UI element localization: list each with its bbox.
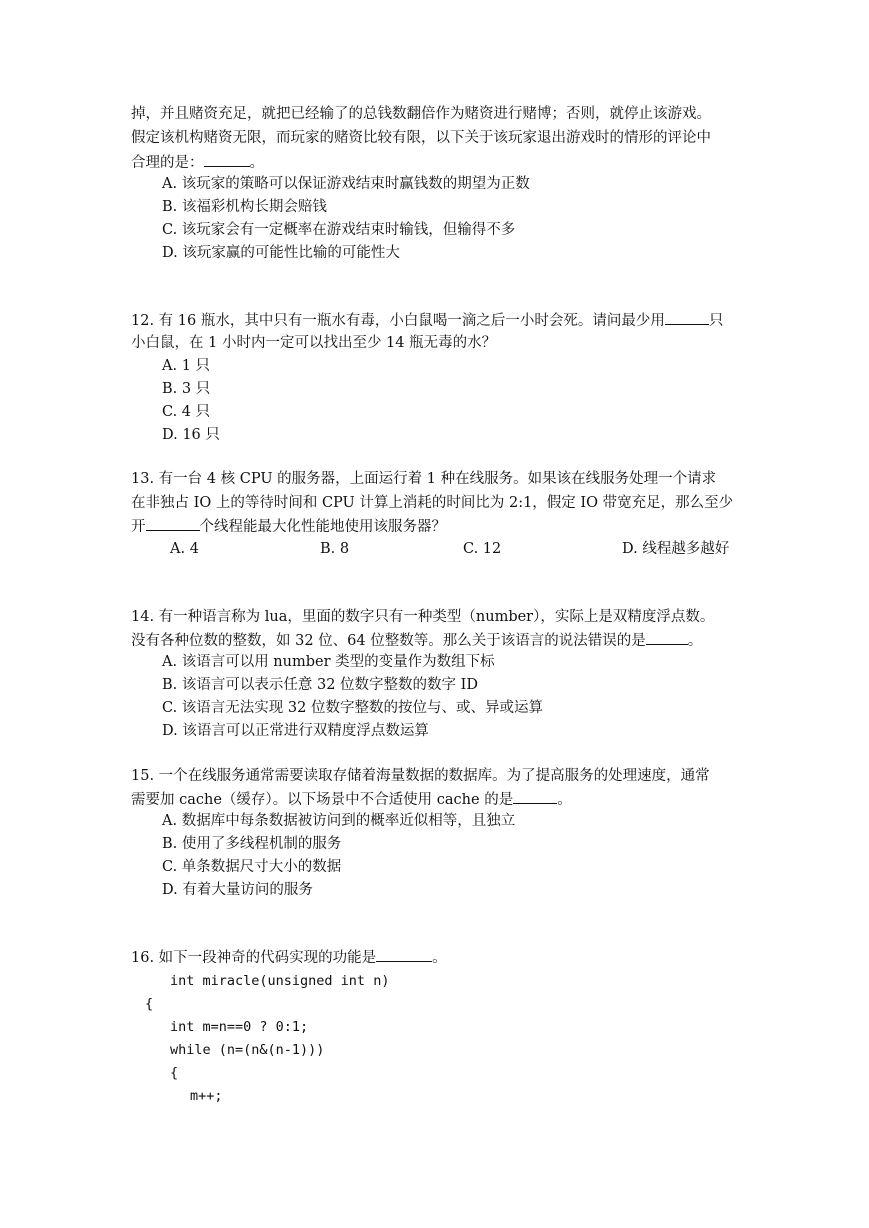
q14-line-1: 14. 有一种语言称为 lua，里面的数字只有一种类型（number），实际上是双精度浮点数。 — [131, 609, 715, 625]
q14-option-c: C. 该语言无法实现 32 位数字整数的按位与、或、异或运算 — [162, 700, 543, 716]
answer-blank — [646, 629, 688, 645]
q14-option-d: D. 该语言可以正常进行双精度浮点数运算 — [162, 723, 429, 739]
code-line-5: { — [170, 1065, 179, 1081]
q13-option-d: D. 线程越多越好 — [622, 541, 730, 557]
q11-line-3: 合理的是： 。 — [131, 151, 264, 174]
q11-option-a: A. 该玩家的策略可以保证游戏结束时赢钱数的期望为正数 — [162, 176, 530, 192]
q11-line-1: 掉，并且赌资充足，就把已经输了的总钱数翻倍作为赌资进行赌博；否则，就停止该游戏。 — [131, 106, 711, 122]
q15-option-b: B. 使用了多线程机制的服务 — [162, 836, 342, 852]
code-line-1: int miracle(unsigned int n) — [170, 973, 390, 989]
code-line-3: int m=n==0 ? 0:1; — [170, 1019, 309, 1035]
q12-option-a: A. 1 只 — [162, 358, 211, 374]
q11-option-b: B. 该福彩机构长期会赔钱 — [162, 199, 327, 215]
q12-option-c: C. 4 只 — [162, 404, 211, 420]
code-line-2: { — [145, 996, 154, 1012]
q15-option-d: D. 有着大量访问的服务 — [162, 882, 313, 898]
q12-line-1: 12. 有 16 瓶水，其中只有一瓶水有毒，小白鼠喝一滴之后一小时会死。请问最少用 只 — [131, 309, 723, 332]
answer-blank — [376, 946, 432, 962]
q13-option-a: A. 4 — [170, 541, 199, 557]
q14-option-a: A. 该语言可以用 number 类型的变量作为数组下标 — [162, 654, 495, 670]
code-line-6: m++; — [190, 1088, 223, 1104]
answer-blank — [665, 309, 709, 325]
q14-option-b: B. 该语言可以表示任意 32 位数字整数的数字 ID — [162, 677, 479, 693]
q15-option-c: C. 单条数据尺寸大小的数据 — [162, 859, 342, 875]
q13-option-c: C. 12 — [463, 541, 502, 557]
q16-line-1: 16. 如下一段神奇的代码实现的功能是 。 — [131, 946, 447, 969]
q12-option-d: D. 16 只 — [162, 427, 220, 443]
q14-line-2: 没有各种位数的整数，如 32 位、64 位整数等。那么关于该语言的说法错误的是 。 — [131, 629, 702, 652]
answer-blank — [146, 515, 200, 531]
q12-line-2: 小白鼠，在 1 小时内一定可以找出至少 14 瓶无毒的水？ — [131, 335, 497, 351]
q11-option-c: C. 该玩家会有一定概率在游戏结束时输钱，但输得不多 — [162, 222, 516, 238]
answer-blank — [513, 788, 557, 804]
q15-line-2: 需要加 cache（缓存）。以下场景中不合适使用 cache 的是 。 — [131, 788, 572, 811]
q15-option-a: A. 数据库中每条数据被访问到的概率近似相等，且独立 — [162, 813, 516, 829]
answer-blank — [204, 151, 250, 167]
q15-line-1: 15. 一个在线服务通常需要读取存储着海量数据的数据库。为了提高服务的处理速度，通常 — [131, 768, 710, 784]
q13-line-3: 开 个线程能最大化性能地使用该服务器？ — [131, 515, 446, 538]
q11-option-d: D. 该玩家赢的可能性比输的可能性大 — [162, 245, 400, 261]
q11-line-2: 假定该机构赌资无限，而玩家的赌资比较有限，以下关于该玩家退出游戏时的情形的评论中 — [131, 130, 711, 146]
q13-line-1: 13. 有一台 4 核 CPU 的服务器，上面运行着 1 种在线服务。如果该在线服务处理一个请求 — [131, 471, 717, 487]
q13-line-2: 在非独占 IO 上的等待时间和 CPU 计算上消耗的时间比为 2:1，假定 IO 带宽充足，那么至少 — [131, 495, 734, 511]
q13-option-b: B. 8 — [320, 541, 350, 557]
code-line-4: while (n=(n&(n-1))) — [170, 1042, 325, 1058]
q12-option-b: B. 3 只 — [162, 381, 211, 397]
